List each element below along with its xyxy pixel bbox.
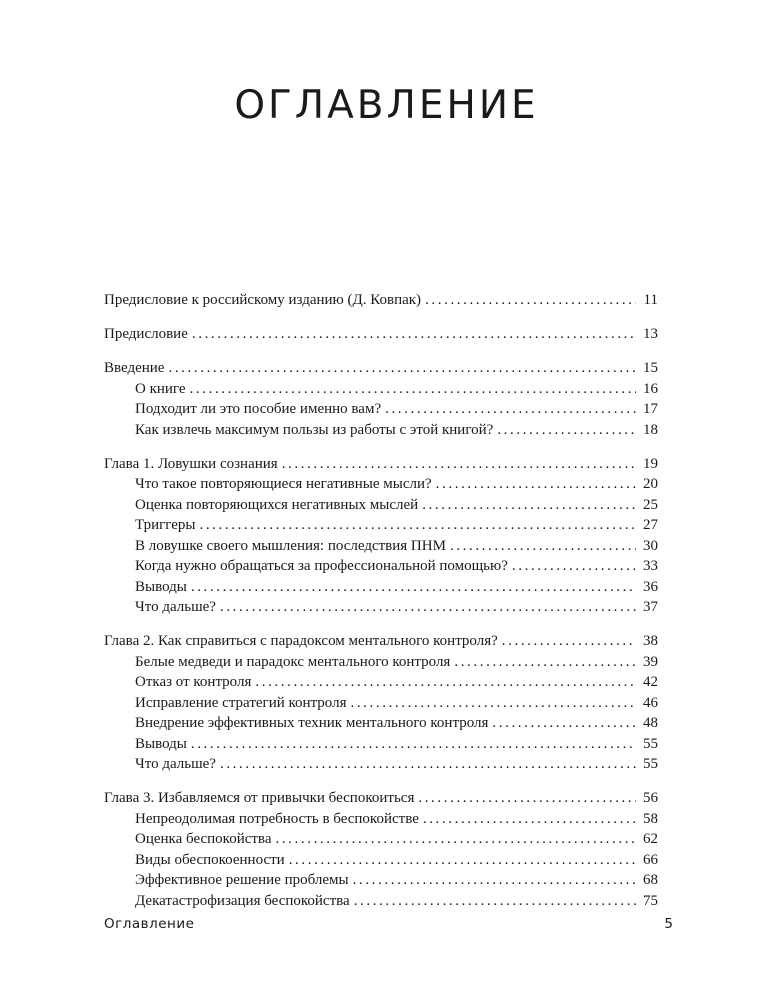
dot-leader xyxy=(353,870,636,891)
dot-leader xyxy=(422,495,636,516)
toc-entry-page: 16 xyxy=(643,380,658,397)
toc-entry-label: Эффективное решение проблемы xyxy=(135,872,349,888)
toc-entry-page: 58 xyxy=(643,810,658,827)
dot-leader xyxy=(385,399,636,420)
toc-entry-label: Введение xyxy=(104,360,165,376)
toc-chapter-entry xyxy=(104,454,658,475)
dot-leader xyxy=(492,713,636,734)
toc-entry-page: 20 xyxy=(643,476,658,492)
toc-entry-page: 19 xyxy=(643,455,658,472)
dot-leader xyxy=(255,672,636,693)
table-of-contents xyxy=(104,290,658,925)
toc-entry-label: Предисловие к российскому изданию (Д. Ковпак) xyxy=(104,292,422,308)
dot-leader xyxy=(220,754,636,775)
toc-section xyxy=(104,290,658,311)
toc-entry-page: 39 xyxy=(643,653,658,670)
dot-leader xyxy=(350,693,636,714)
toc-entry-page: 27 xyxy=(643,517,658,533)
toc-entry-label: Белые медведи и парадокс ментального контроля xyxy=(135,653,451,670)
toc-entry-page: 66 xyxy=(643,851,658,868)
toc-entry-label: Что такое повторяющиеся негативные мысли? xyxy=(135,476,432,492)
toc-chapter-entry xyxy=(104,358,658,379)
dot-leader xyxy=(275,829,636,850)
dot-leader xyxy=(192,324,636,345)
toc-entry-page: 36 xyxy=(643,578,658,595)
toc-entry-page: 15 xyxy=(643,360,658,376)
toc-entry-label: Глава 1. Ловушки сознания xyxy=(104,455,278,472)
toc-entry-label: Виды обеспокоенности xyxy=(135,851,285,868)
toc-entry-page: 37 xyxy=(643,599,658,615)
toc-entry-label: Как извлечь максимум пользы из работы с этой книгой? xyxy=(135,421,494,438)
dot-leader xyxy=(168,358,636,379)
dot-leader xyxy=(512,556,636,577)
toc-subentry xyxy=(104,829,658,850)
dot-leader xyxy=(282,454,636,475)
dot-leader xyxy=(497,420,636,441)
toc-entry-label: Оценка повторяющихся негативных мыслей xyxy=(135,496,419,513)
toc-subentry xyxy=(104,420,658,441)
dot-leader xyxy=(418,788,636,809)
toc-chapter-entry xyxy=(104,290,658,311)
toc-entry-label: Триггеры xyxy=(135,517,196,533)
toc-section xyxy=(104,631,658,775)
toc-subentry xyxy=(104,891,658,912)
toc-entry-label: Отказ от контроля xyxy=(135,674,252,690)
dot-leader xyxy=(354,891,636,912)
toc-chapter-entry xyxy=(104,788,658,809)
toc-entry-page: 68 xyxy=(643,872,658,888)
toc-subentry xyxy=(104,515,658,536)
toc-section xyxy=(104,358,658,440)
toc-subentry xyxy=(104,809,658,830)
toc-entry-label: Что дальше? xyxy=(135,756,216,772)
toc-subentry xyxy=(104,597,658,618)
toc-subentry xyxy=(104,536,658,557)
dot-leader xyxy=(220,597,636,618)
toc-subentry xyxy=(104,399,658,420)
toc-entry-page: 56 xyxy=(643,790,658,806)
dot-leader xyxy=(191,577,636,598)
toc-entry-page: 48 xyxy=(643,715,658,731)
toc-entry-page: 62 xyxy=(643,831,658,847)
toc-entry-label: В ловушке своего мышления: последствия ПНМ xyxy=(135,537,446,554)
toc-entry-page: 75 xyxy=(643,892,658,909)
toc-entry-label: Выводы xyxy=(135,735,187,752)
dot-leader xyxy=(191,734,636,755)
toc-entry-page: 55 xyxy=(643,756,658,772)
toc-subentry xyxy=(104,850,658,871)
dot-leader xyxy=(190,379,636,400)
dot-leader xyxy=(425,290,636,311)
toc-entry-page: 46 xyxy=(643,694,658,711)
dot-leader xyxy=(289,850,636,871)
toc-entry-label: Предисловие xyxy=(104,326,188,342)
dot-leader xyxy=(454,652,636,673)
toc-subentry xyxy=(104,652,658,673)
toc-entry-label: Что дальше? xyxy=(135,599,216,615)
toc-entry-label: Выводы xyxy=(135,578,187,595)
dot-leader xyxy=(199,515,636,536)
toc-entry-label: Исправление стратегий контроля xyxy=(135,694,347,711)
dot-leader xyxy=(450,536,636,557)
toc-entry-label: Подходит ли это пособие именно вам? xyxy=(135,401,382,417)
dot-leader xyxy=(436,474,636,495)
toc-entry-page: 13 xyxy=(643,326,658,342)
dot-leader xyxy=(502,631,636,652)
toc-entry-page: 55 xyxy=(643,735,658,752)
toc-entry-label: Декатастрофизация беспокойства xyxy=(135,892,350,909)
toc-subentry xyxy=(104,693,658,714)
toc-entry-page: 18 xyxy=(643,421,658,438)
running-footer-title: Оглавление xyxy=(104,916,195,932)
toc-entry-label: Оценка беспокойства xyxy=(135,831,272,847)
toc-subentry xyxy=(104,870,658,891)
toc-entry-label: О книге xyxy=(135,380,186,397)
toc-entry-page: 33 xyxy=(643,558,658,574)
toc-subentry xyxy=(104,495,658,516)
toc-entry-label: Когда нужно обращаться за профессиональной помощью? xyxy=(135,558,508,574)
page-title: ОГЛАВЛЕНИЕ xyxy=(234,83,539,128)
toc-subentry xyxy=(104,379,658,400)
toc-entry-page: 25 xyxy=(643,496,658,513)
toc-entry-label: Глава 2. Как справиться с парадоксом ментального контроля? xyxy=(104,633,498,649)
toc-subentry xyxy=(104,672,658,693)
toc-entry-page: 42 xyxy=(643,674,658,690)
toc-entry-page: 17 xyxy=(643,401,658,417)
dot-leader xyxy=(423,809,636,830)
toc-subentry xyxy=(104,577,658,598)
page-number: 5 xyxy=(664,916,673,932)
toc-entry-page: 30 xyxy=(643,537,658,554)
toc-chapter-entry xyxy=(104,324,658,345)
toc-subentry xyxy=(104,734,658,755)
toc-subentry xyxy=(104,754,658,775)
toc-entry-label: Глава 3. Избавляемся от привычки беспокоиться xyxy=(104,790,415,806)
toc-subentry xyxy=(104,556,658,577)
toc-entry-label: Непреодолимая потребность в беспокойстве xyxy=(135,810,419,827)
toc-subentry xyxy=(104,474,658,495)
toc-section xyxy=(104,788,658,911)
toc-chapter-entry xyxy=(104,631,658,652)
toc-entry-page: 38 xyxy=(643,633,658,649)
toc-subentry xyxy=(104,713,658,734)
toc-section xyxy=(104,454,658,618)
toc-section xyxy=(104,324,658,345)
toc-entry-label: Внедрение эффективных техник ментального контроля xyxy=(135,715,489,731)
toc-entry-page: 11 xyxy=(643,292,658,308)
